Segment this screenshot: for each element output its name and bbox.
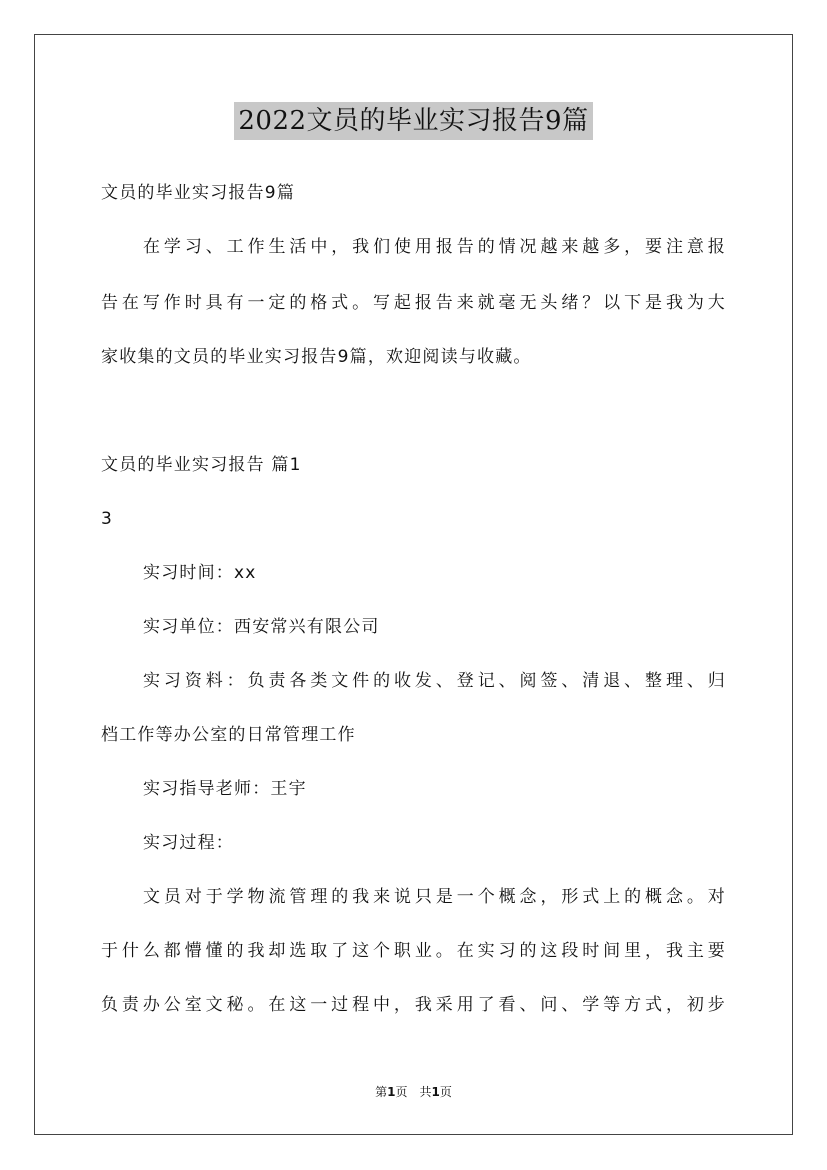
field-teacher: 实习指导老师：王宇 — [143, 779, 307, 799]
document-title: 2022文员的毕业实习报告9篇 — [234, 102, 592, 140]
section-heading: 文员的毕业实习报告 篇1 — [101, 455, 302, 475]
footer-suffix: 页 — [439, 1085, 452, 1099]
footer-middle: 页 共 — [395, 1085, 432, 1099]
title-container — [0, 102, 827, 140]
field-content-line-1: 实习资料：负责各类文件的收发、登记、阅签、清退、整理、归 — [143, 671, 726, 691]
field-time: 实习时间：xx — [143, 563, 257, 583]
field-unit: 实习单位：西安常兴有限公司 — [143, 617, 380, 637]
footer-page-number: 1 — [387, 1085, 396, 1099]
intro-line-3: 家收集的文员的毕业实习报告9篇，欢迎阅读与收藏。 — [101, 347, 532, 367]
footer-prefix: 第 — [375, 1085, 388, 1099]
body-line-3: 负责办公室文秘。在这一过程中，我采用了看、问、学等方式，初步 — [101, 995, 726, 1015]
body-line-2: 于什么都懵懂的我却选取了这个职业。在实习的这段时间里，我主要 — [101, 941, 726, 961]
section-number: 3 — [101, 509, 114, 529]
field-process: 实习过程： — [143, 833, 234, 853]
intro-line-2: 告在写作时具有一定的格式。写起报告来就毫无头绪？以下是我为大 — [101, 293, 726, 313]
page-footer — [0, 1083, 827, 1100]
field-content-line-2: 档工作等办公室的日常管理工作 — [101, 725, 356, 745]
body-line-1: 文员对于学物流管理的我来说只是一个概念，形式上的概念。对 — [143, 887, 726, 907]
subtitle: 文员的毕业实习报告9篇 — [101, 183, 296, 203]
footer-page-total: 1 — [431, 1085, 440, 1099]
intro-line-1: 在学习、工作生活中，我们使用报告的情况越来越多，要注意报 — [143, 237, 726, 257]
